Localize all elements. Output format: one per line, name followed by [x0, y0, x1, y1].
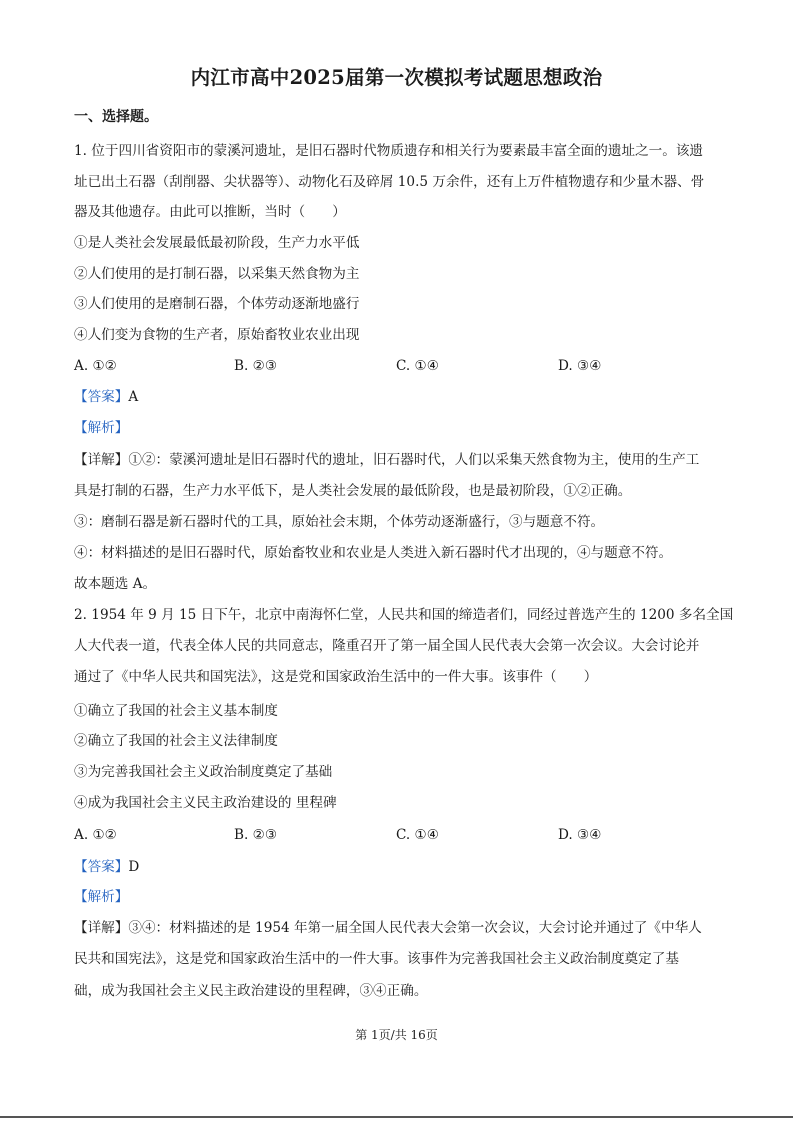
q2-analysis-label: 【解析】: [74, 889, 129, 905]
q1-stem-line: 器及其他遗存。由此可以推断，当时（ ）: [74, 204, 346, 220]
q2-stem-line: 2. 1954 年 9 月 15 日下午，北京中南海怀仁堂，人民共和国的缔造者们，同经过普选产生的 1200 多名全国: [74, 607, 734, 623]
q1-option-b: B. ②③: [234, 358, 278, 374]
q1-choice-item: ④人们变为食物的生产者，原始畜牧业农业出现: [74, 327, 360, 343]
detail-label: 【详解】: [74, 452, 129, 468]
bottom-divider: [0, 1116, 793, 1118]
q1-choice-item: ①是人类社会发展最低最初阶段，生产力水平低: [74, 235, 360, 251]
q1-detail-line: ③：磨制石器是新石器时代的工具，原始社会末期，个体劳动逐渐盛行，③与题意不符。: [74, 514, 605, 530]
q2-answer-row: [74, 858, 723, 876]
q2-stem-line: 通过了《中华人民共和国宪法》，这是党和国家政治生活中的一件大事。该事件（ ）: [74, 669, 598, 685]
q1-option-d: D. ③④: [558, 358, 602, 374]
q2-choice-item: ①确立了我国的社会主义基本制度: [74, 703, 278, 719]
q1-analysis-label: 【解析】: [74, 420, 129, 436]
q2-detail-line: 础，成为我国社会主义民主政治建设的里程碑，③④正确。: [74, 983, 428, 999]
q1-detail-line: 具是打制的石器，生产力水平低下，是人类社会发展的最低阶段，也是最初阶段，①②正确。: [74, 483, 632, 499]
q2-answer-value: D: [128, 859, 140, 875]
q2-option-c: C. ①④: [396, 827, 439, 843]
q2-option-a: A. ①②: [74, 827, 117, 843]
answer-label: 【答案】: [74, 389, 129, 405]
q1-detail-line: [74, 451, 723, 469]
q2-detail-line: [74, 919, 723, 937]
answer-label: 【答案】: [74, 859, 129, 875]
q1-stem-line: 址已出土石器（刮削器、尖状器等）、动物化石及碎屑 10.5 万余件，还有上万件植物遗存和少量木器、骨: [74, 174, 705, 190]
q1-detail-line: ④：材料描述的是旧石器时代，原始畜牧业和农业是人类进入新石器时代才出现的，④与题意不符。: [74, 545, 673, 561]
page-footer: 第 1页/共 16页: [355, 1028, 438, 1042]
q1-answer-value: A: [128, 389, 139, 405]
q1-stem-line: 1. 位于四川省资阳市的蒙溪河遗址，是旧石器时代物质遗存和相关行为要素最丰富全面的遗址之一。该遗: [74, 143, 704, 159]
q1-option-a: A. ①②: [74, 358, 117, 374]
q2-detail-line: 民共和国宪法》，这是党和国家政治生活中的一件大事。该事件为完善我国社会主义政治制度奠定了基: [74, 951, 679, 967]
q2-choice-item: ②确立了我国的社会主义法律制度: [74, 733, 278, 749]
q1-choice-item: ③人们使用的是磨制石器，个体劳动逐渐地盛行: [74, 296, 360, 312]
q1-option-c: C. ①④: [396, 358, 439, 374]
q1-detail-text: ①②：蒙溪河遗址是旧石器时代的遗址，旧石器时代，人们以采集天然食物为主，使用的生产工: [128, 452, 700, 468]
page-title: 内江市高中2025届第一次模拟考试题思想政治: [190, 66, 603, 89]
q2-detail-text: ③④：材料描述的是 1954 年第一届全国人民代表大会第一次会议，大会讨论并通过了《中华人: [128, 920, 702, 936]
section-heading: 一、选择题。: [74, 109, 158, 125]
q2-choice-item: ③为完善我国社会主义政治制度奠定了基础: [74, 764, 333, 780]
detail-label: 【详解】: [74, 920, 129, 936]
q1-conclusion: 故本题选 A。: [74, 576, 157, 592]
q1-choice-item: ②人们使用的是打制石器，以采集天然食物为主: [74, 266, 360, 282]
q1-answer-row: [74, 388, 723, 406]
q2-option-b: B. ②③: [234, 827, 278, 843]
q2-choice-item: ④成为我国社会主义民主政治建设的 里程碑: [74, 795, 337, 811]
q2-stem-line: 人大代表一道，代表全体人民的共同意志，隆重召开了第一届全国人民代表大会第一次会议。大会讨论并: [74, 638, 700, 654]
q2-option-d: D. ③④: [558, 827, 602, 843]
